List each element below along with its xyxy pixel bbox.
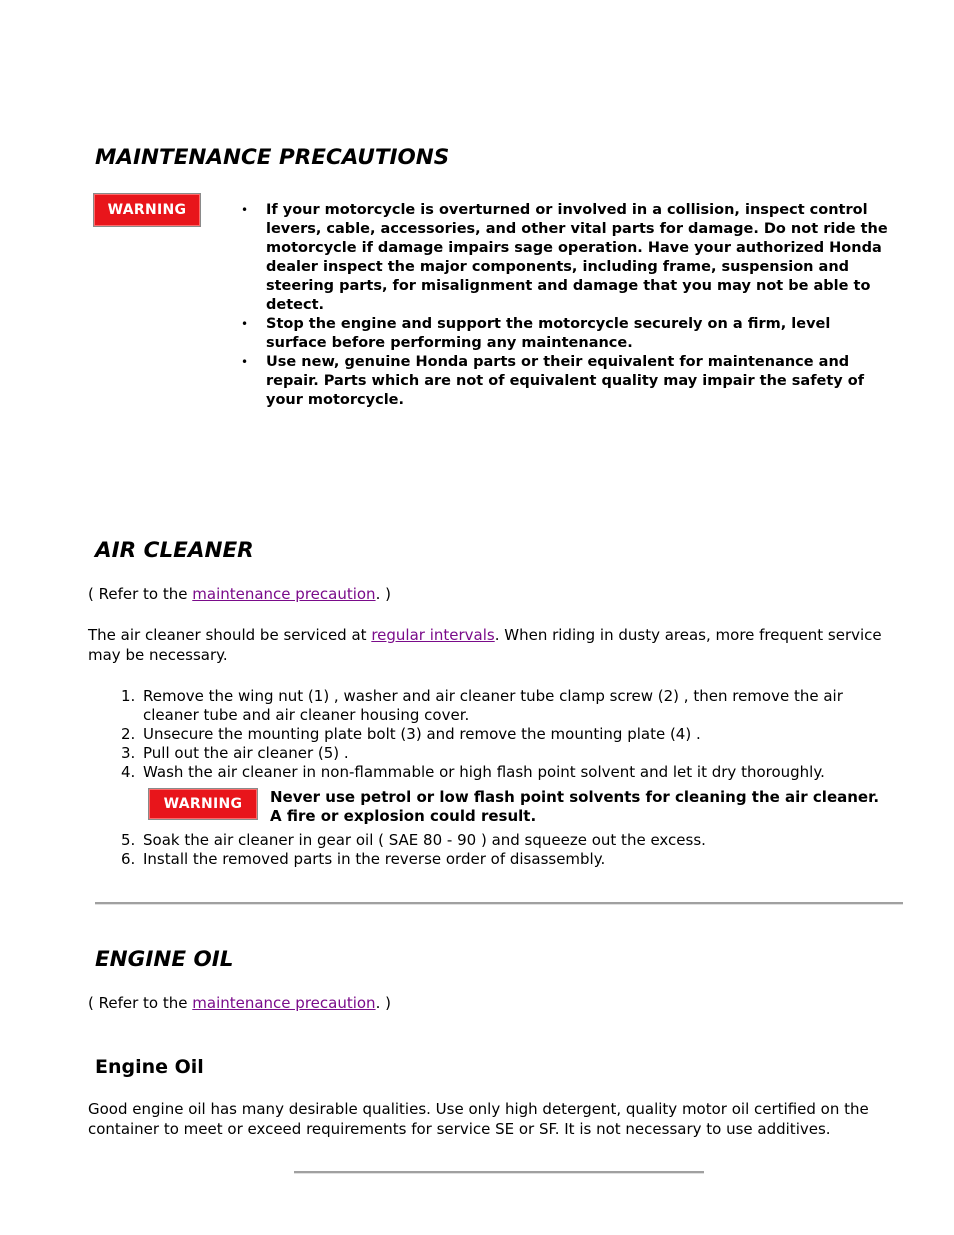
- step-text: Remove the wing nut (1) , washer and air cleaner tube clamp screw (2) , then remove the air cleaner tube and air cleaner housing cover.: [143, 687, 843, 724]
- maintenance-precaution-link[interactable]: maintenance precaution: [192, 994, 376, 1012]
- step-number: 5.: [121, 831, 136, 849]
- air-cleaner-refer-note: [88, 585, 908, 605]
- air-cleaner-warning: [88, 788, 903, 826]
- list-item: • Use new, genuine Honda parts or their equivalent for maintenance and repair. Parts which are not of equivalent quality may impair the safety of your motorcycle.: [241, 353, 891, 410]
- step-number: 2.: [121, 725, 136, 743]
- step-number: 1.: [121, 687, 136, 705]
- refer-prefix: ( Refer to the: [88, 585, 193, 603]
- footer-divider: [294, 1171, 704, 1174]
- step-number: 4.: [121, 763, 136, 781]
- step-number: 3.: [121, 744, 136, 762]
- engine-oil-refer-note: [88, 994, 908, 1014]
- list-item: • Stop the engine and support the motorcycle securely on a firm, level surface before performing any maintenance.: [241, 315, 891, 353]
- maintenance-precaution-link[interactable]: maintenance precaution: [192, 585, 376, 603]
- regular-intervals-link[interactable]: regular intervals: [371, 626, 495, 644]
- step-text: Wash the air cleaner in non-flammable or high flash point solvent and let it dry thoroughly.: [143, 763, 825, 781]
- step-text: Install the removed parts in the reverse order of disassembly.: [143, 850, 606, 868]
- maintenance-precautions-title: MAINTENANCE PRECAUTIONS: [95, 145, 450, 170]
- step-text: Unsecure the mounting plate bolt (3) and remove the mounting plate (4) .: [143, 725, 701, 743]
- section-divider: [95, 902, 903, 905]
- engine-oil-body: Good engine oil has many desirable qualities. Use only high detergent, quality motor oil certified on the container to meet or exceed requirements for service SE or SF. It is not necessary to use additives.: [88, 1100, 869, 1138]
- air-cleaner-intro: [88, 626, 888, 665]
- warning-text: [270, 788, 879, 826]
- air-cleaner-title: AIR CLEANER: [95, 538, 254, 563]
- air-cleaner-steps: [88, 687, 903, 869]
- warning-line: A fire or explosion could result.: [270, 807, 537, 825]
- warning-line: Never use petrol or low flash point solvents for cleaning the air cleaner.: [270, 788, 880, 806]
- refer-suffix: . ): [375, 994, 391, 1012]
- list-item: [88, 850, 903, 869]
- list-item: [88, 725, 903, 744]
- engine-oil-subtitle: Engine Oil: [95, 1056, 204, 1078]
- intro-prefix: The air cleaner should be serviced at: [88, 626, 372, 644]
- warning-badge: WARNING: [93, 193, 201, 227]
- list-item: [88, 687, 903, 725]
- refer-prefix: ( Refer to the: [88, 994, 193, 1012]
- list-item: [88, 831, 903, 850]
- step-text: Pull out the air cleaner (5) .: [143, 744, 349, 762]
- refer-suffix: . ): [375, 585, 391, 603]
- step-text: Soak the air cleaner in gear oil ( SAE 80 - 90 ) and squeeze out the excess.: [143, 831, 706, 849]
- intro-suffix: . When riding in dusty areas, more frequent service may be necessary.: [88, 626, 882, 664]
- warning-badge: WARNING: [148, 788, 258, 820]
- list-item: [88, 763, 903, 826]
- maintenance-precautions-list: [241, 201, 891, 410]
- engine-oil-title: ENGINE OIL: [95, 947, 234, 972]
- step-number: 6.: [121, 850, 136, 868]
- list-item: • If your motorcycle is overturned or involved in a collision, inspect control levers, cable, accessories, and other vital parts for damage. Do not ride the motorcycle if damage impairs sage operation. Have your authorized Honda dealer inspect the major components, including frame, suspension and steering parts, for misalignment and damage that you may not be able to detect.: [241, 201, 891, 315]
- list-item: [88, 744, 903, 763]
